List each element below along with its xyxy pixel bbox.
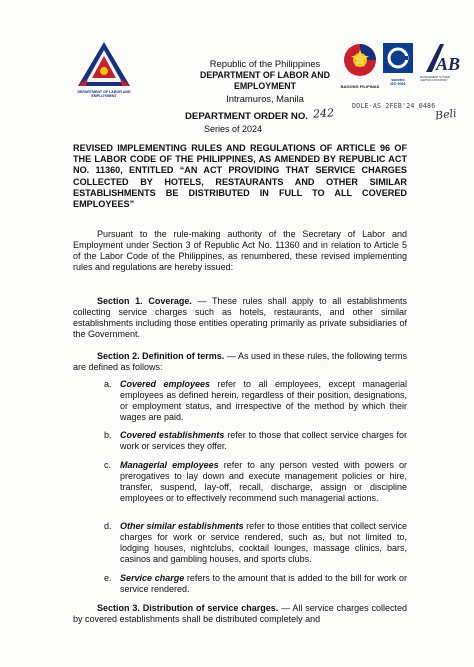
section-1-heading: Section 1. Coverage. bbox=[97, 296, 192, 306]
bagong-pilipinas-icon bbox=[342, 40, 378, 84]
section-3-text: — All service charges collected by covered establishments shall be distributed completely and bbox=[73, 603, 407, 624]
definition-text: refer to those entities that collect service charges for work or service rendered, such as, but not limited to, lodging houses, nightclubs, cocktail lounges, massage clinics, bars, casinos and gambling houses, and sports clubs. bbox=[120, 521, 408, 564]
definition-marker: a. bbox=[104, 379, 112, 389]
republic-line: Republic of the Philippines bbox=[209, 58, 321, 69]
definition-text: refer to those that collect service charges for work or services they offer. bbox=[120, 430, 407, 451]
dole-seal-icon bbox=[70, 38, 138, 90]
definition-marker: e. bbox=[104, 573, 112, 583]
definition-item bbox=[104, 573, 407, 595]
definition-item bbox=[104, 430, 407, 452]
definition-term: Covered establishments bbox=[120, 430, 225, 440]
intro-paragraph: Pursuant to the rule-making authority of the Secretary of Labor and Employment under Section 3 of Republic Act No. 11360 and in relation to Article 5 of the Labor Code of the Philippines, as renumbered, these revised implementing rules and regulations are hereby issued: bbox=[73, 229, 407, 272]
definition-text: refer to any person vested with powers or prerogatives to lay down and execute management policies or hire, transfer, suspend, lay-off, recall, discharge, assign or discipline employees or to effectively recommend such managerial actions. bbox=[120, 460, 407, 503]
section-2-text: — As used in these rules, the following terms are defined as follows: bbox=[73, 351, 408, 372]
section-2-heading: Section 2. Definition of terms. bbox=[97, 351, 225, 361]
dole-logo-caption: DEPARTMENT OF LABOR AND EMPLOYMENT bbox=[77, 90, 131, 99]
order-title: DEPARTMENT ORDER NO. bbox=[185, 111, 308, 122]
department-name: DEPARTMENT OF LABOR AND EMPLOYMENT bbox=[200, 69, 330, 91]
ab-caption: MANAGEMENT SYSTEM CERTIFICATION BODY bbox=[420, 76, 450, 82]
section-3-paragraph bbox=[73, 603, 407, 625]
definition-term: Service charge bbox=[120, 573, 185, 583]
handwritten-initial: Beli bbox=[434, 106, 458, 123]
ab-mark-text: AB bbox=[436, 54, 460, 74]
agency-header bbox=[185, 58, 345, 104]
definition-term: Managerial employees bbox=[120, 460, 219, 470]
order-number: 242 bbox=[312, 106, 335, 121]
definition-term: Other similar establishments bbox=[120, 521, 244, 531]
ab-logo bbox=[422, 40, 460, 90]
definition-text: refer to all employees, except managerial employees as defined herein, regardless of their position, designations, or employment status, and irrespective of the method by which their wages are paid. bbox=[120, 379, 407, 422]
socotec-icon bbox=[382, 42, 414, 78]
socotec-logo bbox=[382, 42, 414, 86]
definition-marker: d. bbox=[104, 521, 112, 531]
section-1-paragraph bbox=[73, 296, 407, 340]
bagong-pilipinas-logo bbox=[342, 40, 378, 92]
ab-accreditation-icon bbox=[422, 40, 460, 76]
definition-item bbox=[104, 521, 408, 565]
section-1-text: — These rules shall apply to all establishments collecting service charges such as hotels, restaurants, and other similar establishments including those entities operating primarily as private subsidiaries of the Government. bbox=[73, 296, 407, 339]
definition-marker: c. bbox=[104, 460, 112, 470]
definition-marker: b. bbox=[104, 430, 112, 440]
definition-item bbox=[104, 379, 407, 423]
definition-term: Covered employees bbox=[120, 379, 211, 389]
section-2-paragraph bbox=[73, 351, 407, 373]
receiving-stamp: DOLE-AS 2FEB'24 0486 bbox=[352, 102, 436, 110]
socotec-name: socotec bbox=[391, 78, 405, 82]
definition-item bbox=[104, 460, 407, 504]
location-line: Intramuros, Manila bbox=[226, 92, 304, 104]
document-title: REVISED IMPLEMENTING RULES AND REGULATIONS OF ARTICLE 96 OF THE LABOR CODE OF THE PHILIPPINES, AS AMENDED BY REPUBLIC ACT NO. 11360, ENTITLED “AN ACT PROVIDING THAT SERVICE CHARGES COLLECTED BY HOTELS, RESTAURANTS AND OTHER SIMILAR ESTABLISHMENTS BE DISTRIBUTED IN FULL TO ALL COVERED EMPLOYEES” bbox=[73, 143, 407, 210]
section-3-heading: Section 3. Distribution of service charges. bbox=[97, 603, 279, 613]
iso-label: ISO 9001 bbox=[390, 82, 406, 86]
certification-logos bbox=[342, 40, 460, 100]
definition-text: refers to the amount that is added to the bill for work or service rendered. bbox=[120, 573, 407, 594]
dole-logo bbox=[70, 38, 138, 104]
order-series: Series of 2024 bbox=[204, 124, 263, 134]
socotec-label bbox=[378, 78, 418, 86]
bagong-pilipinas-label: BAGONG PILIPINAS bbox=[340, 84, 380, 89]
